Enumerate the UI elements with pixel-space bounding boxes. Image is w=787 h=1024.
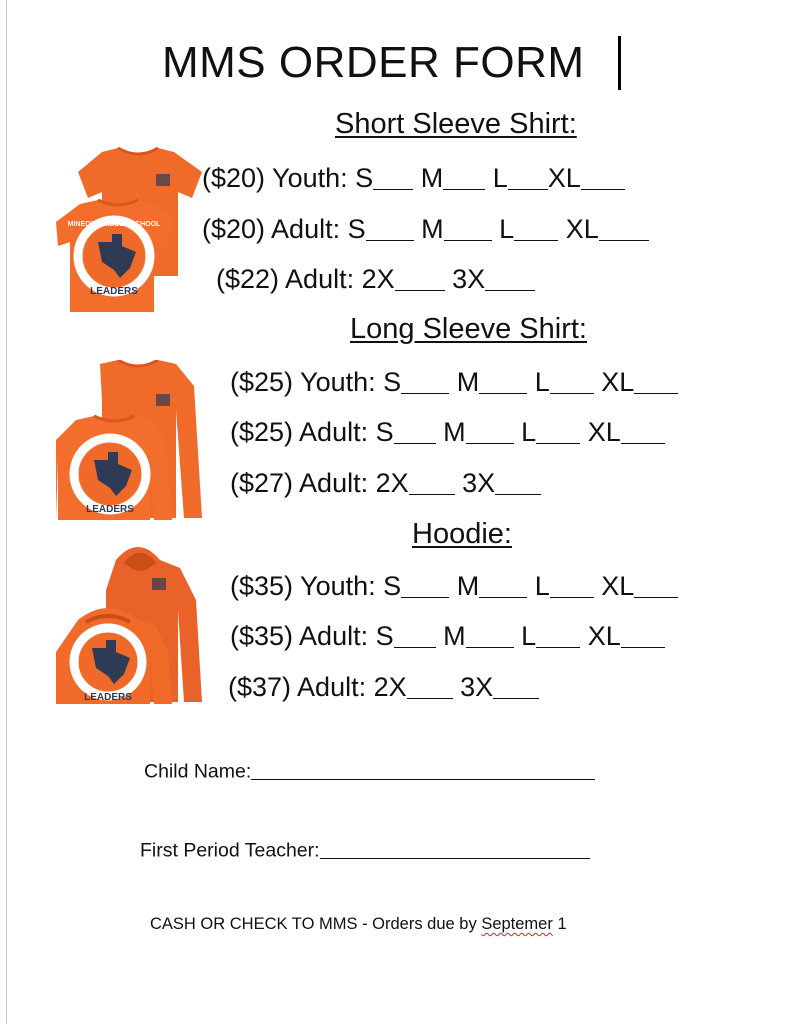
logo-bottom-text: LEADERS bbox=[84, 692, 132, 703]
hoodie-image bbox=[56, 540, 204, 710]
short-sleeve-shirt-image bbox=[56, 146, 204, 314]
first-period-teacher-label: First Period Teacher: bbox=[140, 839, 320, 862]
row-hoodie-youth: ($35) Youth: S M L XL bbox=[230, 570, 678, 602]
logo-bottom-text: LEADERS bbox=[90, 286, 138, 297]
heading-long-sleeve: Long Sleeve Shirt: bbox=[350, 313, 587, 345]
row-long-adult-plus: ($27) Adult: 2X 3X bbox=[230, 467, 541, 499]
row-long-youth: ($25) Youth: S M L XL bbox=[230, 366, 678, 398]
child-name-label: Child Name: bbox=[144, 760, 252, 783]
row-hoodie-adult: ($35) Adult: S M L XL bbox=[230, 620, 665, 652]
row-hoodie-adult-plus: ($37) Adult: 2X 3X bbox=[228, 671, 539, 703]
page-edge bbox=[6, 0, 7, 1024]
logo-top-text: MINEOLA MIDDLE SCHOOL bbox=[67, 221, 161, 228]
first-period-teacher-field[interactable] bbox=[140, 838, 590, 863]
heading-hoodie: Hoodie: bbox=[412, 518, 512, 550]
text-cursor bbox=[618, 36, 621, 90]
row-short-youth: ($20) Youth: S M L XL bbox=[202, 162, 625, 194]
row-long-adult: ($25) Adult: S M L XL bbox=[230, 416, 665, 448]
footer-note: CASH OR CHECK TO MMS - Orders due by Septemer 1 bbox=[150, 915, 567, 933]
row-short-adult: ($20) Adult: S M L XL bbox=[202, 213, 649, 245]
page-title: MMS ORDER FORM bbox=[162, 38, 585, 87]
row-short-adult-plus: ($22) Adult: 2X 3X bbox=[216, 263, 535, 295]
child-name-field[interactable] bbox=[144, 759, 595, 784]
long-sleeve-shirt-image bbox=[56, 360, 204, 522]
logo-bottom-text: LEADERS bbox=[86, 504, 134, 515]
misspelled-word: Septemer bbox=[481, 915, 553, 933]
heading-short-sleeve: Short Sleeve Shirt: bbox=[335, 108, 577, 140]
